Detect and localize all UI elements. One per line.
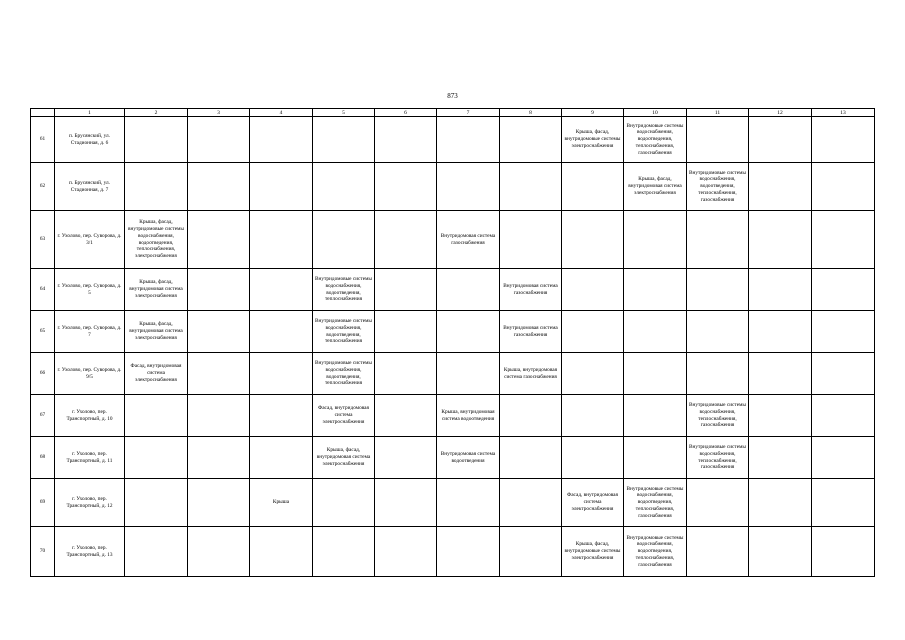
work-cell-col-7: Внутридомовая система газоснабжения bbox=[437, 211, 500, 269]
column-header-1: 1 bbox=[55, 109, 125, 117]
column-header-7: 7 bbox=[437, 109, 500, 117]
table-row bbox=[31, 395, 875, 437]
work-cell-col-8 bbox=[500, 163, 562, 211]
work-cell-col-4 bbox=[250, 117, 313, 163]
work-cell-col-12 bbox=[749, 353, 812, 395]
work-cell-col-9 bbox=[562, 163, 624, 211]
work-cell-col-11 bbox=[687, 269, 749, 311]
row-number-cell: 63 bbox=[31, 211, 55, 269]
work-cell-col-4 bbox=[250, 269, 313, 311]
row-number-cell: 69 bbox=[31, 479, 55, 527]
page-number: 873 bbox=[447, 92, 458, 100]
work-cell-col-9: Фасад, внутридомовая система электроснабжения bbox=[562, 479, 624, 527]
work-cell-col-10 bbox=[624, 311, 687, 353]
work-cell-col-2: Крыша, фасад, внутридомовые системы водоснабжения, водоотведения, теплоснабжения, электроснабжения bbox=[125, 211, 188, 269]
work-cell-col-4 bbox=[250, 311, 313, 353]
address-cell: п. Брусянский, ул. Стадионная, д. 6 bbox=[55, 117, 125, 163]
work-cell-col-6 bbox=[375, 353, 437, 395]
table-row bbox=[31, 437, 875, 479]
work-cell-col-8: Внутридомовая система газоснабжения bbox=[500, 311, 562, 353]
work-cell-col-10: Крыша, фасад, внутридомовая система электроснабжения bbox=[624, 163, 687, 211]
work-cell-col-3 bbox=[188, 437, 250, 479]
address-cell: п. Брусянский, ул. Стадионная, д. 7 bbox=[55, 163, 125, 211]
work-cell-col-6 bbox=[375, 269, 437, 311]
work-cell-col-7 bbox=[437, 269, 500, 311]
work-cell-col-9 bbox=[562, 437, 624, 479]
work-cell-col-12 bbox=[749, 311, 812, 353]
work-cell-col-4 bbox=[250, 211, 313, 269]
address-cell: г. Ухолово, пер. Суворова, д. 7 bbox=[55, 311, 125, 353]
work-cell-col-9 bbox=[562, 269, 624, 311]
work-cell-col-11 bbox=[687, 311, 749, 353]
address-cell: г. Ухолово, пер. Суворова, д. 5 bbox=[55, 269, 125, 311]
work-cell-col-8 bbox=[500, 437, 562, 479]
work-cell-col-3 bbox=[188, 269, 250, 311]
table-row bbox=[31, 311, 875, 353]
work-cell-col-9 bbox=[562, 211, 624, 269]
row-number-cell: 66 bbox=[31, 353, 55, 395]
work-cell-col-8: Крыша, внутридомовая система газоснабжения bbox=[500, 353, 562, 395]
work-cell-col-11: Внутридомовые системы водоснабжения, теплоснабжения, газоснабжения bbox=[687, 437, 749, 479]
work-cell-col-4 bbox=[250, 527, 313, 577]
work-cell-col-7: Внутридомовая система водоотведения bbox=[437, 437, 500, 479]
work-cell-col-10 bbox=[624, 353, 687, 395]
work-cell-col-13 bbox=[812, 117, 875, 163]
work-cell-col-4 bbox=[250, 353, 313, 395]
work-cell-col-3 bbox=[188, 353, 250, 395]
work-cell-col-13 bbox=[812, 437, 875, 479]
work-cell-col-6 bbox=[375, 311, 437, 353]
work-cell-col-5 bbox=[313, 211, 375, 269]
work-cell-col-11 bbox=[687, 479, 749, 527]
work-cell-col-8 bbox=[500, 117, 562, 163]
address-cell: г. Ухолово, пер. Суворова, д. 3/1 bbox=[55, 211, 125, 269]
work-cell-col-9: Крыша, фасад, внутридомовые системы электроснабжения bbox=[562, 117, 624, 163]
column-header-11: 11 bbox=[687, 109, 749, 117]
work-cell-col-5: Фасад, внутридомовая система электроснабжения bbox=[313, 395, 375, 437]
address-cell: г. Ухолово, пер. Суворова, д. 9/5 bbox=[55, 353, 125, 395]
work-cell-col-8 bbox=[500, 211, 562, 269]
work-cell-col-12 bbox=[749, 269, 812, 311]
work-cell-col-6 bbox=[375, 527, 437, 577]
row-number-cell: 65 bbox=[31, 311, 55, 353]
work-cell-col-2 bbox=[125, 527, 188, 577]
work-cell-col-12 bbox=[749, 117, 812, 163]
work-cell-col-12 bbox=[749, 211, 812, 269]
work-cell-col-5 bbox=[313, 479, 375, 527]
work-cell-col-3 bbox=[188, 527, 250, 577]
work-cell-col-2 bbox=[125, 479, 188, 527]
column-header-6: 6 bbox=[375, 109, 437, 117]
work-cell-col-10: Внутридомовые системы водоснабжения, водоотведения, теплоснабжения, газоснабжения bbox=[624, 117, 687, 163]
work-cell-col-2 bbox=[125, 395, 188, 437]
work-cell-col-6 bbox=[375, 395, 437, 437]
table-row bbox=[31, 269, 875, 311]
row-number-cell: 62 bbox=[31, 163, 55, 211]
work-cell-col-13 bbox=[812, 163, 875, 211]
column-header-9: 9 bbox=[562, 109, 624, 117]
work-cell-col-4 bbox=[250, 395, 313, 437]
table-header-row bbox=[31, 109, 875, 117]
work-cell-col-2: Крыша, фасад, внутридомовая система электроснабжения bbox=[125, 269, 188, 311]
work-cell-col-6 bbox=[375, 211, 437, 269]
work-cell-col-7 bbox=[437, 353, 500, 395]
work-cell-col-13 bbox=[812, 353, 875, 395]
work-cell-col-4: Крыша bbox=[250, 479, 313, 527]
work-cell-col-5 bbox=[313, 117, 375, 163]
work-cell-col-5: Внутридомовые системы водоснабжения, водоотведения, теплоснабжения bbox=[313, 353, 375, 395]
work-cell-col-11 bbox=[687, 211, 749, 269]
work-cell-col-6 bbox=[375, 163, 437, 211]
work-cell-col-9 bbox=[562, 353, 624, 395]
work-cell-col-10 bbox=[624, 269, 687, 311]
work-cell-col-3 bbox=[188, 479, 250, 527]
work-cell-col-7 bbox=[437, 117, 500, 163]
work-cell-col-5: Внутридомовые системы водоснабжения, водоотведения, теплоснабжения bbox=[313, 269, 375, 311]
work-cell-col-13 bbox=[812, 527, 875, 577]
work-cell-col-11: Внутридомовые системы водоснабжения, водоотведения, теплоснабжения, газоснабжения bbox=[687, 163, 749, 211]
row-number-cell: 64 bbox=[31, 269, 55, 311]
work-cell-col-6 bbox=[375, 117, 437, 163]
work-cell-col-3 bbox=[188, 163, 250, 211]
table-row bbox=[31, 353, 875, 395]
address-cell: г. Ухолово, пер. Транспортный, д. 10 bbox=[55, 395, 125, 437]
work-cell-col-7 bbox=[437, 527, 500, 577]
address-cell: г. Ухолово, пер. Транспортный, д. 12 bbox=[55, 479, 125, 527]
work-cell-col-3 bbox=[188, 311, 250, 353]
work-cell-col-9 bbox=[562, 395, 624, 437]
work-cell-col-10 bbox=[624, 437, 687, 479]
column-header-4: 4 bbox=[250, 109, 313, 117]
work-cell-col-5: Внутридомовые системы водоснабжения, водоотведения, теплоснабжения bbox=[313, 311, 375, 353]
header-blank-cell bbox=[31, 109, 55, 117]
work-cell-col-11: Внутридомовые системы водоснабжения, теплоснабжения, газоснабжения bbox=[687, 395, 749, 437]
work-cell-col-8 bbox=[500, 479, 562, 527]
work-cell-col-7 bbox=[437, 311, 500, 353]
work-cell-col-5 bbox=[313, 163, 375, 211]
work-cell-col-11 bbox=[687, 117, 749, 163]
work-cell-col-2: Фасад, внутридомовая система электроснабжения bbox=[125, 353, 188, 395]
row-number-cell: 67 bbox=[31, 395, 55, 437]
column-header-10: 10 bbox=[624, 109, 687, 117]
work-cell-col-6 bbox=[375, 479, 437, 527]
column-header-13: 13 bbox=[812, 109, 875, 117]
work-cell-col-10 bbox=[624, 395, 687, 437]
work-cell-col-8 bbox=[500, 395, 562, 437]
work-cell-col-2: Крыша, фасад, внутридомовая система электроснабжения bbox=[125, 311, 188, 353]
work-cell-col-3 bbox=[188, 395, 250, 437]
work-cell-col-2 bbox=[125, 437, 188, 479]
work-cell-col-5: Крыша, фасад, внутридомовая система электроснабжения bbox=[313, 437, 375, 479]
work-cell-col-11 bbox=[687, 353, 749, 395]
work-cell-col-13 bbox=[812, 395, 875, 437]
work-cell-col-11 bbox=[687, 527, 749, 577]
row-number-cell: 61 bbox=[31, 117, 55, 163]
address-cell: г. Ухолово, пер. Транспортный, д. 11 bbox=[55, 437, 125, 479]
table-row bbox=[31, 527, 875, 577]
work-cell-col-12 bbox=[749, 395, 812, 437]
work-cell-col-12 bbox=[749, 479, 812, 527]
work-cell-col-7: Крыша, внутридомовая система водоотведения bbox=[437, 395, 500, 437]
column-header-12: 12 bbox=[749, 109, 812, 117]
work-cell-col-6 bbox=[375, 437, 437, 479]
work-cell-col-12 bbox=[749, 163, 812, 211]
work-cell-col-7 bbox=[437, 479, 500, 527]
column-header-3: 3 bbox=[188, 109, 250, 117]
table-row bbox=[31, 211, 875, 269]
table-row bbox=[31, 479, 875, 527]
work-cell-col-10: Внутридомовые системы водоснабжения, водоотведения, теплоснабжения, газоснабжения bbox=[624, 527, 687, 577]
work-cell-col-12 bbox=[749, 437, 812, 479]
table-row bbox=[31, 117, 875, 163]
address-cell: г. Ухолово, пер. Транспортный, д. 13 bbox=[55, 527, 125, 577]
work-cell-col-10 bbox=[624, 211, 687, 269]
work-cell-col-2 bbox=[125, 117, 188, 163]
row-number-cell: 70 bbox=[31, 527, 55, 577]
work-cell-col-3 bbox=[188, 211, 250, 269]
table-row bbox=[31, 163, 875, 211]
work-cell-col-3 bbox=[188, 117, 250, 163]
work-cell-col-2 bbox=[125, 163, 188, 211]
work-cell-col-13 bbox=[812, 311, 875, 353]
work-cell-col-7 bbox=[437, 163, 500, 211]
repair-schedule-table bbox=[30, 108, 875, 577]
work-cell-col-9 bbox=[562, 311, 624, 353]
work-cell-col-5 bbox=[313, 527, 375, 577]
work-cell-col-10: Внутридомовые системы водоснабжения, водоотведения, теплоснабжения, газоснабжения bbox=[624, 479, 687, 527]
work-cell-col-13 bbox=[812, 269, 875, 311]
column-header-5: 5 bbox=[313, 109, 375, 117]
work-cell-col-9: Крыша, фасад, внутридомовые системы электроснабжения bbox=[562, 527, 624, 577]
work-cell-col-13 bbox=[812, 211, 875, 269]
work-cell-col-12 bbox=[749, 527, 812, 577]
row-number-cell: 68 bbox=[31, 437, 55, 479]
work-cell-col-8: Внутридомовая система газоснабжения bbox=[500, 269, 562, 311]
work-cell-col-4 bbox=[250, 437, 313, 479]
column-header-2: 2 bbox=[125, 109, 188, 117]
work-cell-col-13 bbox=[812, 479, 875, 527]
column-header-8: 8 bbox=[500, 109, 562, 117]
work-cell-col-4 bbox=[250, 163, 313, 211]
work-cell-col-8 bbox=[500, 527, 562, 577]
